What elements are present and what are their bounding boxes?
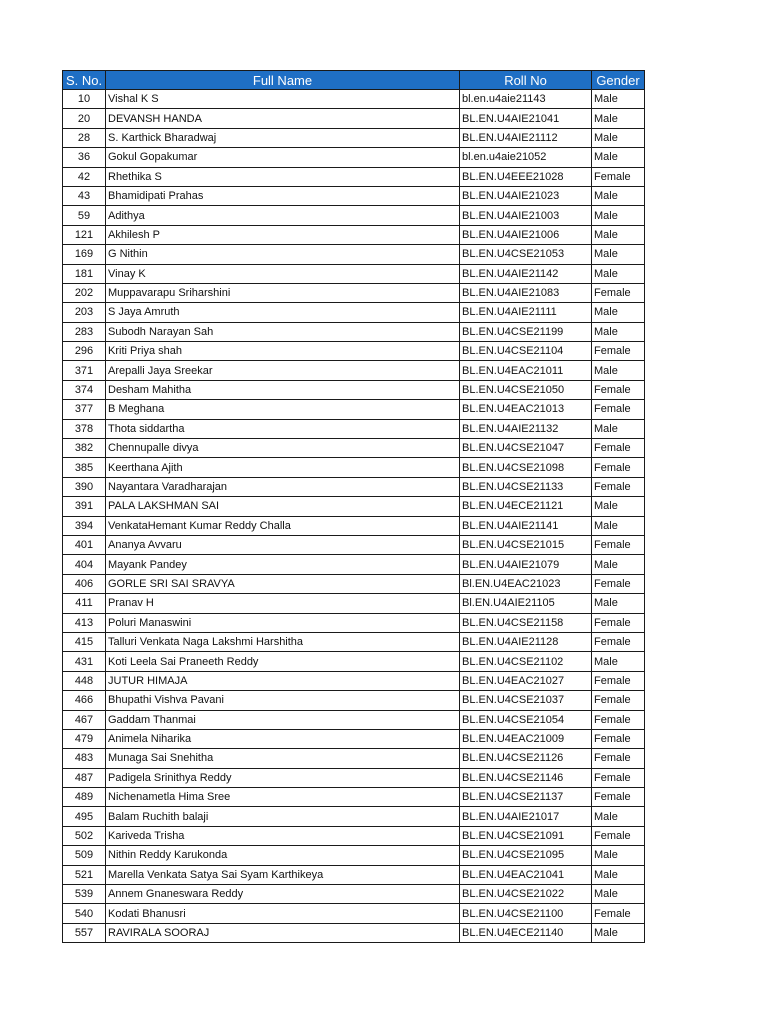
serial-number-cell: 502 xyxy=(63,826,106,845)
table-row xyxy=(63,535,645,554)
table-row xyxy=(63,613,645,632)
table-row xyxy=(63,904,645,923)
full-name-cell: Talluri Venkata Naga Lakshmi Harshitha xyxy=(106,632,460,651)
full-name-cell: Rhethika S xyxy=(106,167,460,186)
full-name-cell: Vinay K xyxy=(106,264,460,283)
full-name-cell: PALA LAKSHMAN SAI xyxy=(106,497,460,516)
table-row xyxy=(63,574,645,593)
table-row xyxy=(63,729,645,748)
full-name-cell: Gokul Gopakumar xyxy=(106,148,460,167)
roll-no-cell: Bl.EN.U4AIE21105 xyxy=(460,594,592,613)
full-name-cell: G Nithin xyxy=(106,245,460,264)
header-serial-number: S. No. xyxy=(63,71,106,90)
roll-no-cell: BL.EN.U4CSE21047 xyxy=(460,439,592,458)
table-row xyxy=(63,264,645,283)
gender-cell: Male xyxy=(592,245,645,264)
table-row xyxy=(63,419,645,438)
gender-cell: Male xyxy=(592,206,645,225)
roll-no-cell: BL.EN.U4EAC21011 xyxy=(460,361,592,380)
gender-cell: Female xyxy=(592,788,645,807)
serial-number-cell: 431 xyxy=(63,652,106,671)
table-row xyxy=(63,380,645,399)
serial-number-cell: 448 xyxy=(63,671,106,690)
full-name-cell: Nichenametla Hima Sree xyxy=(106,788,460,807)
full-name-cell: Marella Venkata Satya Sai Syam Karthikeya xyxy=(106,865,460,884)
serial-number-cell: 467 xyxy=(63,710,106,729)
serial-number-cell: 169 xyxy=(63,245,106,264)
serial-number-cell: 378 xyxy=(63,419,106,438)
full-name-cell: Annem Gnaneswara Reddy xyxy=(106,885,460,904)
roll-no-cell: BL.EN.U4AIE21112 xyxy=(460,128,592,147)
serial-number-cell: 59 xyxy=(63,206,106,225)
gender-cell: Male xyxy=(592,865,645,884)
roll-no-cell: BL.EN.U4CSE21015 xyxy=(460,535,592,554)
table-row xyxy=(63,283,645,302)
serial-number-cell: 415 xyxy=(63,632,106,651)
serial-number-cell: 28 xyxy=(63,128,106,147)
table-row xyxy=(63,807,645,826)
gender-cell: Male xyxy=(592,109,645,128)
serial-number-cell: 121 xyxy=(63,225,106,244)
serial-number-cell: 479 xyxy=(63,729,106,748)
full-name-cell: JUTUR HIMAJA xyxy=(106,671,460,690)
roll-no-cell: BL.EN.U4EAC21027 xyxy=(460,671,592,690)
full-name-cell: Subodh Narayan Sah xyxy=(106,322,460,341)
gender-cell: Female xyxy=(592,632,645,651)
serial-number-cell: 539 xyxy=(63,885,106,904)
serial-number-cell: 413 xyxy=(63,613,106,632)
gender-cell: Male xyxy=(592,923,645,942)
roll-no-cell: BL.EN.U4CSE21133 xyxy=(460,477,592,496)
gender-cell: Female xyxy=(592,613,645,632)
full-name-cell: Mayank Pandey xyxy=(106,555,460,574)
full-name-cell: DEVANSH HANDA xyxy=(106,109,460,128)
roll-no-cell: Bl.EN.U4EAC21023 xyxy=(460,574,592,593)
full-name-cell: Animela Niharika xyxy=(106,729,460,748)
table-row xyxy=(63,671,645,690)
full-name-cell: Kodati Bhanusri xyxy=(106,904,460,923)
table-row xyxy=(63,691,645,710)
serial-number-cell: 401 xyxy=(63,535,106,554)
table-row xyxy=(63,400,645,419)
serial-number-cell: 394 xyxy=(63,516,106,535)
roll-no-cell: BL.EN.U4CSE21199 xyxy=(460,322,592,341)
roll-no-cell: BL.EN.U4EAC21041 xyxy=(460,865,592,884)
table-row xyxy=(63,516,645,535)
table-row xyxy=(63,885,645,904)
table-row xyxy=(63,206,645,225)
roll-no-cell: BL.EN.U4AIE21079 xyxy=(460,555,592,574)
serial-number-cell: 42 xyxy=(63,167,106,186)
gender-cell: Male xyxy=(592,516,645,535)
gender-cell: Female xyxy=(592,477,645,496)
full-name-cell: Akhilesh P xyxy=(106,225,460,244)
serial-number-cell: 203 xyxy=(63,303,106,322)
serial-number-cell: 283 xyxy=(63,322,106,341)
roll-no-cell: BL.EN.U4AIE21111 xyxy=(460,303,592,322)
full-name-cell: Adithya xyxy=(106,206,460,225)
gender-cell: Male xyxy=(592,303,645,322)
gender-cell: Female xyxy=(592,574,645,593)
table-row xyxy=(63,749,645,768)
serial-number-cell: 377 xyxy=(63,400,106,419)
serial-number-cell: 43 xyxy=(63,186,106,205)
gender-cell: Male xyxy=(592,555,645,574)
full-name-cell: Nayantara Varadharajan xyxy=(106,477,460,496)
table-row xyxy=(63,342,645,361)
serial-number-cell: 466 xyxy=(63,691,106,710)
gender-cell: Female xyxy=(592,826,645,845)
gender-cell: Female xyxy=(592,439,645,458)
header-row xyxy=(63,71,645,90)
gender-cell: Male xyxy=(592,652,645,671)
full-name-cell: GORLE SRI SAI SRAVYA xyxy=(106,574,460,593)
roll-no-cell: BL.EN.U4AIE21128 xyxy=(460,632,592,651)
full-name-cell: VenkataHemant Kumar Reddy Challa xyxy=(106,516,460,535)
gender-cell: Female xyxy=(592,768,645,787)
roll-no-cell: BL.EN.U4CSE21137 xyxy=(460,788,592,807)
gender-cell: Male xyxy=(592,419,645,438)
gender-cell: Female xyxy=(592,710,645,729)
serial-number-cell: 540 xyxy=(63,904,106,923)
header-gender: Gender xyxy=(592,71,645,90)
full-name-cell: Keerthana Ajith xyxy=(106,458,460,477)
roll-no-cell: BL.EN.U4AIE21083 xyxy=(460,283,592,302)
full-name-cell: RAVIRALA SOORAJ xyxy=(106,923,460,942)
table-row xyxy=(63,167,645,186)
serial-number-cell: 181 xyxy=(63,264,106,283)
full-name-cell: Kriti Priya shah xyxy=(106,342,460,361)
roll-no-cell: BL.EN.U4CSE21098 xyxy=(460,458,592,477)
table-row xyxy=(63,225,645,244)
gender-cell: Male xyxy=(592,361,645,380)
serial-number-cell: 404 xyxy=(63,555,106,574)
serial-number-cell: 374 xyxy=(63,380,106,399)
gender-cell: Male xyxy=(592,594,645,613)
serial-number-cell: 385 xyxy=(63,458,106,477)
roll-no-cell: BL.EN.U4AIE21142 xyxy=(460,264,592,283)
table-row xyxy=(63,90,645,109)
gender-cell: Female xyxy=(592,729,645,748)
roll-no-cell: bl.en.u4aie21143 xyxy=(460,90,592,109)
serial-number-cell: 411 xyxy=(63,594,106,613)
serial-number-cell: 296 xyxy=(63,342,106,361)
full-name-cell: Thota siddartha xyxy=(106,419,460,438)
gender-cell: Male xyxy=(592,90,645,109)
roll-no-cell: BL.EN.U4CSE21037 xyxy=(460,691,592,710)
roll-no-cell: BL.EN.U4AIE21041 xyxy=(460,109,592,128)
table-row xyxy=(63,439,645,458)
gender-cell: Female xyxy=(592,671,645,690)
table-row xyxy=(63,497,645,516)
gender-cell: Male xyxy=(592,497,645,516)
serial-number-cell: 391 xyxy=(63,497,106,516)
roll-no-cell: BL.EN.U4ECE21140 xyxy=(460,923,592,942)
roll-no-cell: BL.EN.U4AIE21017 xyxy=(460,807,592,826)
table-row xyxy=(63,128,645,147)
serial-number-cell: 487 xyxy=(63,768,106,787)
table-row xyxy=(63,594,645,613)
roll-no-cell: BL.EN.U4CSE21053 xyxy=(460,245,592,264)
gender-cell: Female xyxy=(592,342,645,361)
table-row xyxy=(63,632,645,651)
table-row xyxy=(63,322,645,341)
gender-cell: Female xyxy=(592,535,645,554)
gender-cell: Male xyxy=(592,885,645,904)
roll-no-cell: BL.EN.U4CSE21091 xyxy=(460,826,592,845)
table-row xyxy=(63,148,645,167)
roll-no-cell: BL.EN.U4EAC21009 xyxy=(460,729,592,748)
table-row xyxy=(63,361,645,380)
full-name-cell: Bhupathi Vishva Pavani xyxy=(106,691,460,710)
roll-no-cell: BL.EN.U4CSE21095 xyxy=(460,846,592,865)
gender-cell: Male xyxy=(592,264,645,283)
gender-cell: Female xyxy=(592,458,645,477)
table-row xyxy=(63,788,645,807)
serial-number-cell: 557 xyxy=(63,923,106,942)
gender-cell: Female xyxy=(592,167,645,186)
table-header xyxy=(63,71,645,90)
serial-number-cell: 406 xyxy=(63,574,106,593)
gender-cell: Female xyxy=(592,904,645,923)
gender-cell: Female xyxy=(592,283,645,302)
roll-no-cell: BL.EN.U4EEE21028 xyxy=(460,167,592,186)
serial-number-cell: 495 xyxy=(63,807,106,826)
gender-cell: Male xyxy=(592,322,645,341)
serial-number-cell: 390 xyxy=(63,477,106,496)
header-full-name: Full Name xyxy=(106,71,460,90)
serial-number-cell: 36 xyxy=(63,148,106,167)
table-row xyxy=(63,768,645,787)
roll-no-cell: BL.EN.U4CSE21054 xyxy=(460,710,592,729)
full-name-cell: S. Karthick Bharadwaj xyxy=(106,128,460,147)
full-name-cell: Munaga Sai Snehitha xyxy=(106,749,460,768)
table-row xyxy=(63,652,645,671)
gender-cell: Female xyxy=(592,749,645,768)
full-name-cell: Nithin Reddy Karukonda xyxy=(106,846,460,865)
header-roll-no: Roll No xyxy=(460,71,592,90)
serial-number-cell: 20 xyxy=(63,109,106,128)
roll-no-cell: BL.EN.U4CSE21104 xyxy=(460,342,592,361)
table-row xyxy=(63,303,645,322)
roll-no-cell: BL.EN.U4AIE21023 xyxy=(460,186,592,205)
full-name-cell: Koti Leela Sai Praneeth Reddy xyxy=(106,652,460,671)
roll-no-cell: BL.EN.U4CSE21126 xyxy=(460,749,592,768)
roll-no-cell: BL.EN.U4CSE21050 xyxy=(460,380,592,399)
serial-number-cell: 202 xyxy=(63,283,106,302)
roll-no-cell: BL.EN.U4EAC21013 xyxy=(460,400,592,419)
table-body xyxy=(63,90,645,943)
gender-cell: Male xyxy=(592,186,645,205)
serial-number-cell: 521 xyxy=(63,865,106,884)
roll-no-cell: BL.EN.U4CSE21146 xyxy=(460,768,592,787)
gender-cell: Female xyxy=(592,400,645,419)
serial-number-cell: 509 xyxy=(63,846,106,865)
table-row xyxy=(63,846,645,865)
roll-no-cell: BL.EN.U4AIE21006 xyxy=(460,225,592,244)
table-row xyxy=(63,477,645,496)
roll-no-cell: BL.EN.U4CSE21100 xyxy=(460,904,592,923)
full-name-cell: Desham Mahitha xyxy=(106,380,460,399)
serial-number-cell: 483 xyxy=(63,749,106,768)
full-name-cell: Vishal K S xyxy=(106,90,460,109)
full-name-cell: Pranav H xyxy=(106,594,460,613)
roll-no-cell: BL.EN.U4AIE21003 xyxy=(460,206,592,225)
full-name-cell: Kariveda Trisha xyxy=(106,826,460,845)
full-name-cell: Bhamidipati Prahas xyxy=(106,186,460,205)
gender-cell: Male xyxy=(592,128,645,147)
full-name-cell: Gaddam Thanmai xyxy=(106,710,460,729)
serial-number-cell: 10 xyxy=(63,90,106,109)
table-row xyxy=(63,109,645,128)
table-row xyxy=(63,245,645,264)
full-name-cell: Arepalli Jaya Sreekar xyxy=(106,361,460,380)
table-row xyxy=(63,186,645,205)
gender-cell: Male xyxy=(592,846,645,865)
roll-no-cell: BL.EN.U4AIE21141 xyxy=(460,516,592,535)
serial-number-cell: 371 xyxy=(63,361,106,380)
gender-cell: Male xyxy=(592,148,645,167)
full-name-cell: Poluri Manaswini xyxy=(106,613,460,632)
table-row xyxy=(63,923,645,942)
serial-number-cell: 382 xyxy=(63,439,106,458)
student-table xyxy=(62,70,645,943)
full-name-cell: Muppavarapu Sriharshini xyxy=(106,283,460,302)
roll-no-cell: BL.EN.U4CSE21158 xyxy=(460,613,592,632)
gender-cell: Female xyxy=(592,380,645,399)
full-name-cell: Padigela Srinithya Reddy xyxy=(106,768,460,787)
serial-number-cell: 489 xyxy=(63,788,106,807)
full-name-cell: Balam Ruchith balaji xyxy=(106,807,460,826)
gender-cell: Male xyxy=(592,807,645,826)
roll-no-cell: BL.EN.U4CSE21022 xyxy=(460,885,592,904)
table-row xyxy=(63,826,645,845)
student-table-sheet xyxy=(62,70,645,943)
table-row xyxy=(63,555,645,574)
table-row xyxy=(63,458,645,477)
table-row xyxy=(63,865,645,884)
full-name-cell: Ananya Avvaru xyxy=(106,535,460,554)
roll-no-cell: bl.en.u4aie21052 xyxy=(460,148,592,167)
roll-no-cell: BL.EN.U4ECE21121 xyxy=(460,497,592,516)
roll-no-cell: BL.EN.U4CSE21102 xyxy=(460,652,592,671)
full-name-cell: S Jaya Amruth xyxy=(106,303,460,322)
roll-no-cell: BL.EN.U4AIE21132 xyxy=(460,419,592,438)
gender-cell: Female xyxy=(592,691,645,710)
table-row xyxy=(63,710,645,729)
gender-cell: Male xyxy=(592,225,645,244)
full-name-cell: Chennupalle divya xyxy=(106,439,460,458)
full-name-cell: B Meghana xyxy=(106,400,460,419)
